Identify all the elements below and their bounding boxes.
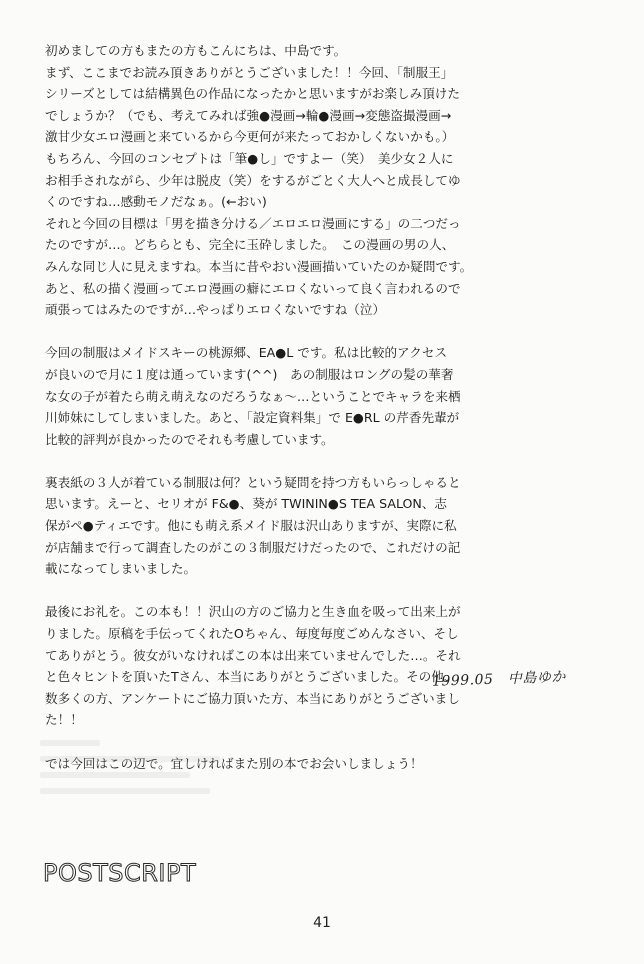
text-line: 載になってしまいました。	[45, 561, 197, 577]
text-line: が良いので月に１度は通っています(^^) あの制服はロングの髪の華奢	[45, 366, 454, 382]
text-line: シリーズとしては結構異色の作品になったかと思いますがお楽しみ頂けた	[45, 86, 460, 102]
postscript-heading: POSTSCRIPT	[43, 859, 197, 887]
paragraph-uniform	[45, 342, 605, 450]
paragraph-back-cover	[45, 472, 605, 580]
page-number: 41	[313, 915, 331, 931]
text-line: くのですね…感動モノだなぁ。(←おい)	[45, 194, 267, 210]
text-line: まず、ここまでお読み頂きありがとうございました！！今回、「制服王」	[45, 64, 454, 80]
text-line: たのですが…。どちらとも、完全に玉砕しました。 この漫画の男の人、	[45, 237, 455, 253]
text-line: てありがとう。彼女がいなければこの本は出来ていませんでした…。それ	[45, 647, 461, 663]
text-line: 頑張ってはみたのですが…やっぱりエロくないですね（泣）	[45, 302, 386, 318]
text-line: が店舗まで行って調査したのがこの３制服だけだったので、これだけの記	[45, 539, 461, 555]
text-line: 今回の制服はメイドスキーの桃源郷、EA●L です。私は比較的アクセス	[45, 345, 448, 361]
text-line: 思います。えーと、セリオが F&●、葵が TWININ●S TEA SALON、志	[45, 496, 448, 512]
text-line: 川姉妹にしてしまいました。あと、「設定資料集」で E●RL の芹香先輩が	[45, 410, 460, 426]
text-line: でしょうか？（でも、考えてみれば強●漫画→輪●漫画→変態盗撮漫画→	[45, 107, 452, 123]
text-line: と色々ヒントを頂いたTさん、本当にありがとうございました。その他、	[45, 669, 457, 685]
text-line: 裏表紙の３人が着ている制服は何？という疑問を持つ方もいらっしゃると	[45, 474, 461, 490]
text-line: お相手されながら、少年は脱皮（笑）をするがごとく大人へと成長してゆ	[45, 172, 461, 188]
author-signature: 1999.05 中島ゆか	[431, 669, 567, 690]
text-line: りました。原稿を手伝ってくれたOちゃん、毎度毎度ごめんなさい、そし	[45, 626, 459, 642]
show-through-bleed	[40, 740, 240, 840]
text-line: もちろん、今回のコンセプトは「筆●し」ですよー（笑） 美少女２人に	[45, 150, 454, 166]
text-line: な女の子が着たら萌え萌えなのだろうなぁ～…ということでキャラを来栖	[45, 388, 461, 404]
text-line: 激甘少女エロ漫画と来ているから今更何が来たっておかしくないかも。）	[45, 129, 455, 145]
paragraph-intro	[45, 40, 605, 321]
text-line: それと今回の目標は「男を描き分ける／エロエロ漫画にする」の二つだっ	[45, 215, 461, 231]
text-line: あと、私の描く漫画ってエロ漫画の癖にエロくないって良く言われるので	[45, 280, 461, 296]
text-line: 保がペ●ティエです。他にも萌え系メイド服は沢山ありますが、実際に私	[45, 518, 457, 534]
text-line: みんな同じ人に見えますね。本当に昔やおい漫画描いていたのか疑問です。	[45, 258, 473, 274]
text-line: 比較的評判が良かったのでそれも考慮しています。	[45, 431, 334, 447]
text-line: た！！	[45, 712, 83, 728]
text-line: 最後にお礼を。この本も！！沢山の方のご協力と生き血を吸って出来上が	[45, 604, 461, 620]
text-line: 初めましての方もまたの方もこんにちは、中島です。	[45, 43, 347, 58]
text-line: 数多くの方、アンケートにご協力頂いた方、本当にありがとうございまし	[45, 690, 460, 706]
text-line: では今回はこの辺で。宜しければまた別の本でお会いしましょう！	[45, 755, 423, 771]
